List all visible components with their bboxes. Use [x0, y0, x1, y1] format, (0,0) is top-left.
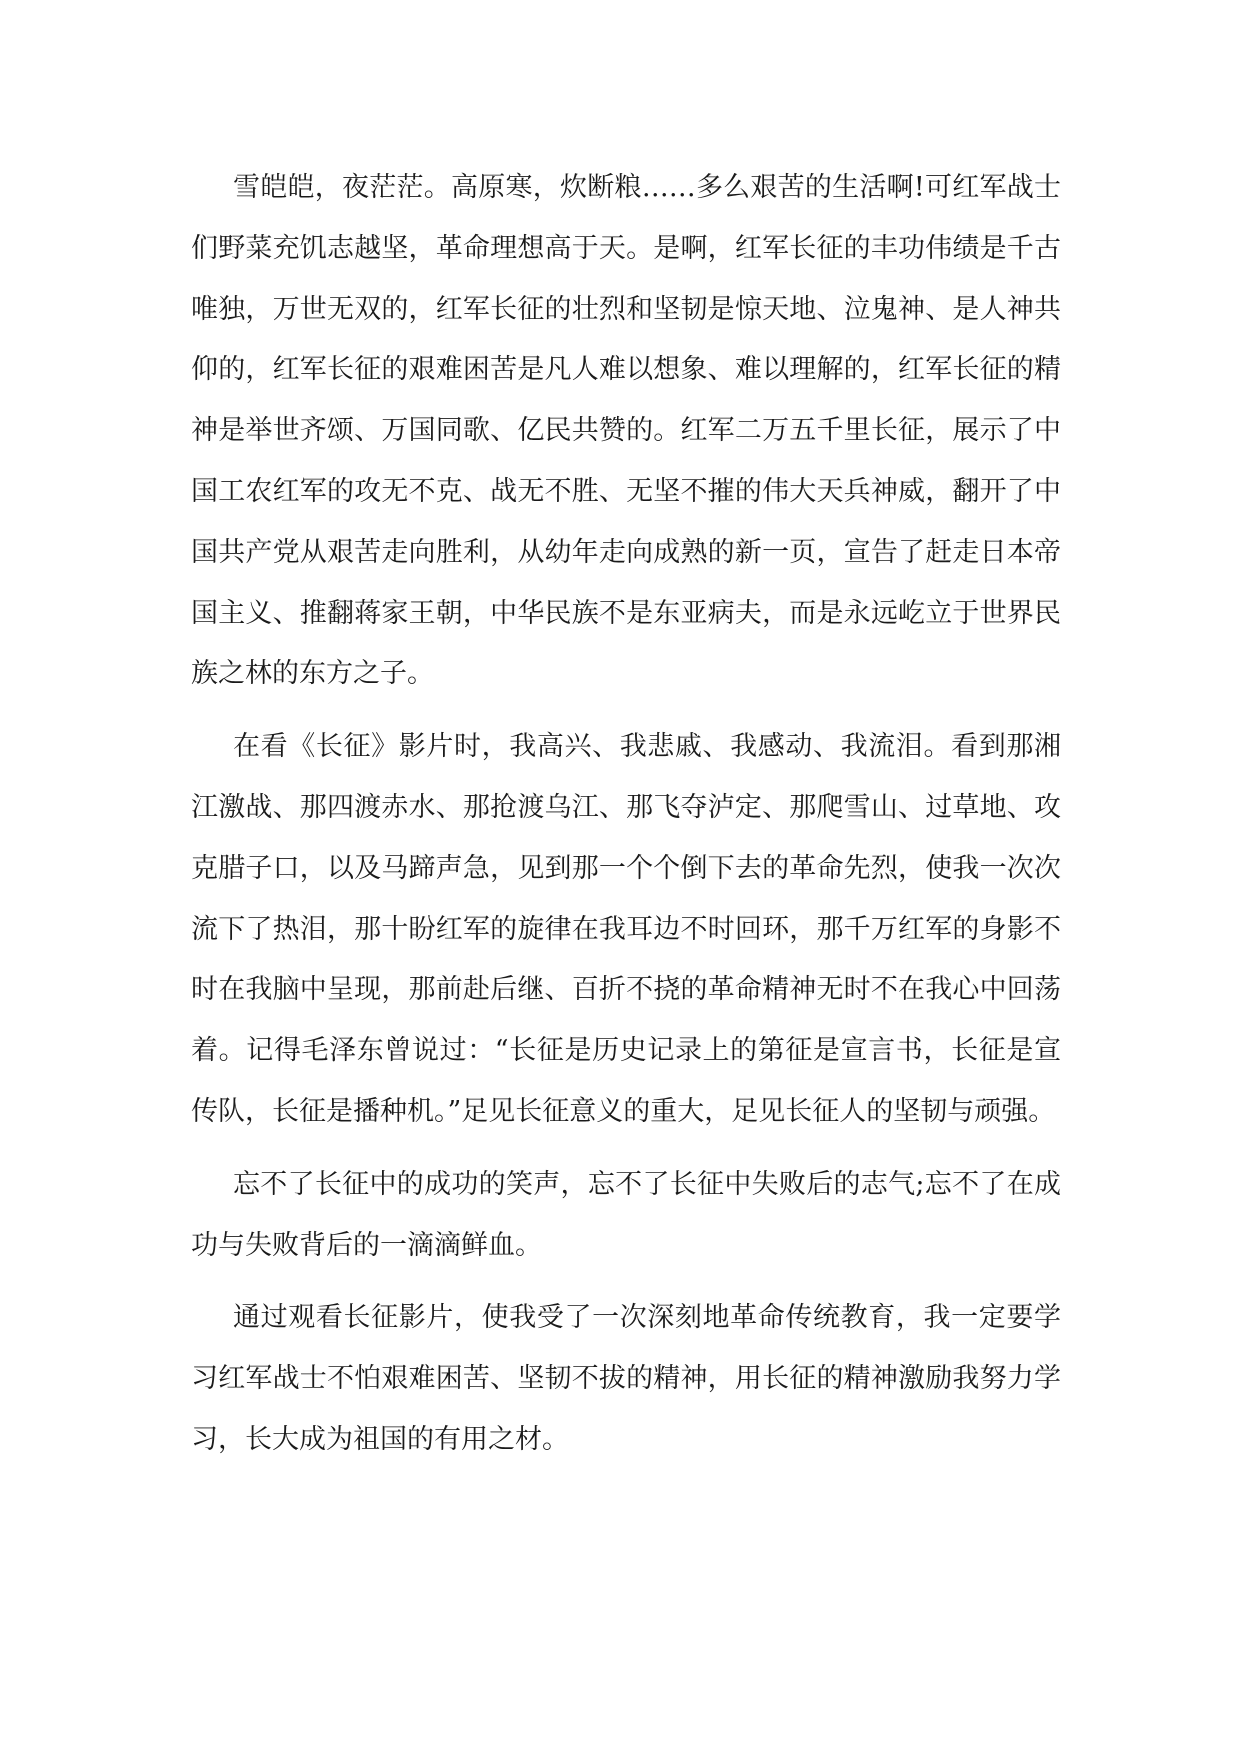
paragraph: 忘不了长征中的成功的笑声，忘不了长征中失败后的志气;忘不了在成功与失败背后的一滴滴鲜血。	[191, 1168, 1061, 1261]
document-body	[191, 158, 1061, 1483]
paragraph: 雪皑皑，夜茫茫。高原寒，炊断粮……多么艰苦的生活啊!可红军战士们野菜充饥志越坚，革命理想高于天。是啊，红军长征的丰功伟绩是千古唯独，万世无双的，红军长征的壮烈和坚韧是惊天地、泣鬼神、是人神共仰的，红军长征的艰难困苦是凡人难以想象、难以理解的，红军长征的精神是举世齐颂、万国同歌、亿民共赞的。红军二万五千里长征，展示了中国工农红军的攻无不克、战无不胜、无坚不摧的伟大天兵神威，翻开了中国共产党从艰苦走向胜利，从幼年走向成熟的新一页，宣告了赶走日本帝国主义、推翻蒋家王朝，中华民族不是东亚病夫，而是永远屹立于世界民族之林的东方之子。	[191, 172, 1061, 690]
paragraph: 在看《长征》影片时，我高兴、我悲戚、我感动、我流泪。看到那湘江激战、那四渡赤水、那抢渡乌江、那飞夺泸定、那爬雪山、过草地、攻克腊子口，以及马蹄声急，见到那一个个倒下去的革命先烈，使我一次次流下了热泪，那十盼红军的旋律在我耳边不时回环，那千万红军的身影不时在我脑中呈现，那前赴后继、百折不挠的革命精神无时不在我心中回荡着。记得毛泽东曾说过：“长征是历史记录上的第征是宣言书，长征是宣传队，长征是播种机。”足见长征意义的重大，足见长征人的坚韧与顽强。	[191, 731, 1061, 1127]
paragraph: 通过观看长征影片，使我受了一次深刻地革命传统教育，我一定要学习红军战士不怕艰难困苦、坚韧不拔的精神，用长征的精神激励我努力学习，长大成为祖国的有用之材。	[191, 1302, 1061, 1455]
